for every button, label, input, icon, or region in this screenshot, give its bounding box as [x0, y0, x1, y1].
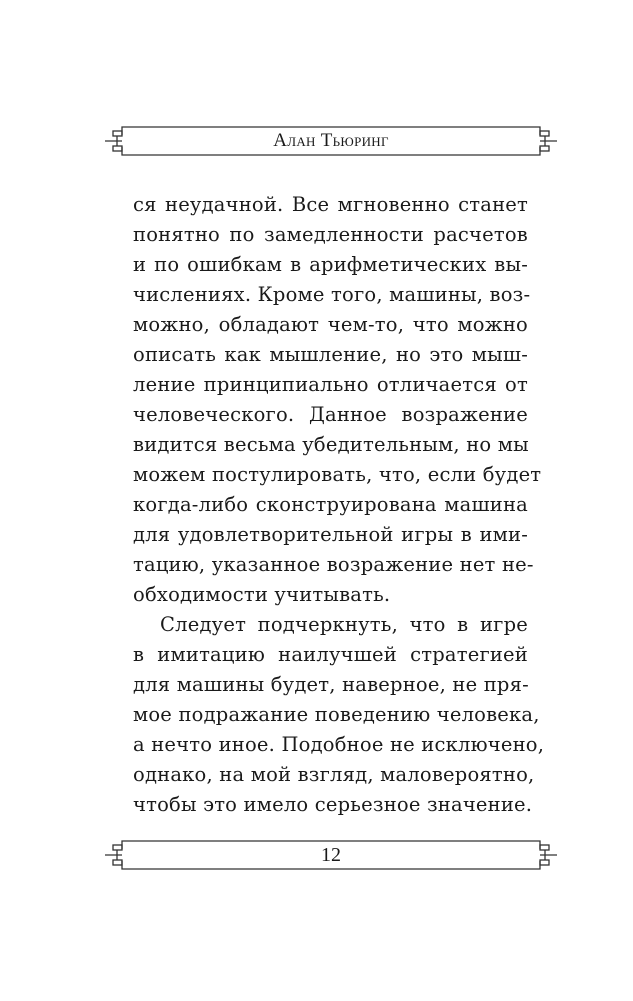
paragraph-2 — [133, 610, 545, 820]
text-line: понятно по замедленности расчетов — [133, 223, 528, 246]
text-line: однако, на мой взгляд, маловероятно, — [133, 763, 535, 786]
text-line: можем постулировать, что, если будет — [133, 463, 542, 486]
text-line: Следует подчеркнуть, что в игре — [160, 613, 528, 636]
text-line: когда-либо сконструирована машина — [133, 493, 528, 516]
page-number: 12 — [321, 844, 341, 866]
text-line: мое подражание поведению человека, — [133, 703, 540, 726]
text-line: можно, обладают чем-то, что можно — [133, 313, 528, 336]
text-line: обходимости учитывать. — [133, 583, 391, 606]
body-text — [133, 190, 545, 820]
text-line: ся неудачной. Все мгновенно станет — [133, 193, 528, 216]
text-line: в имитацию наилучшей стратегией — [133, 643, 528, 666]
running-title: Алан Тьюринг — [273, 130, 389, 151]
text-line: чтобы это имело серьезное значение. — [133, 793, 533, 816]
text-line: ление принципиально отличается от — [133, 373, 528, 396]
text-line: тацию, указанное возражение нет не- — [133, 553, 534, 576]
text-line: человеческого. Данное возражение — [133, 403, 528, 426]
running-footer — [100, 837, 562, 873]
text-line: и по ошибкам в арифметических вы- — [133, 253, 528, 276]
text-line: видится весьма убедительным, но мы — [133, 433, 529, 456]
running-header — [100, 123, 562, 159]
text-line: а нечто иное. Подобное не исключено, — [133, 733, 545, 756]
text-line: описать как мышление, но это мыш- — [133, 343, 528, 366]
text-line: для удовлетворительной игры в ими- — [133, 523, 528, 546]
text-line: числениях. Кроме того, машины, воз- — [133, 283, 531, 306]
text-line: для машины будет, наверное, не пря- — [133, 673, 529, 696]
paragraph-1 — [133, 190, 542, 610]
